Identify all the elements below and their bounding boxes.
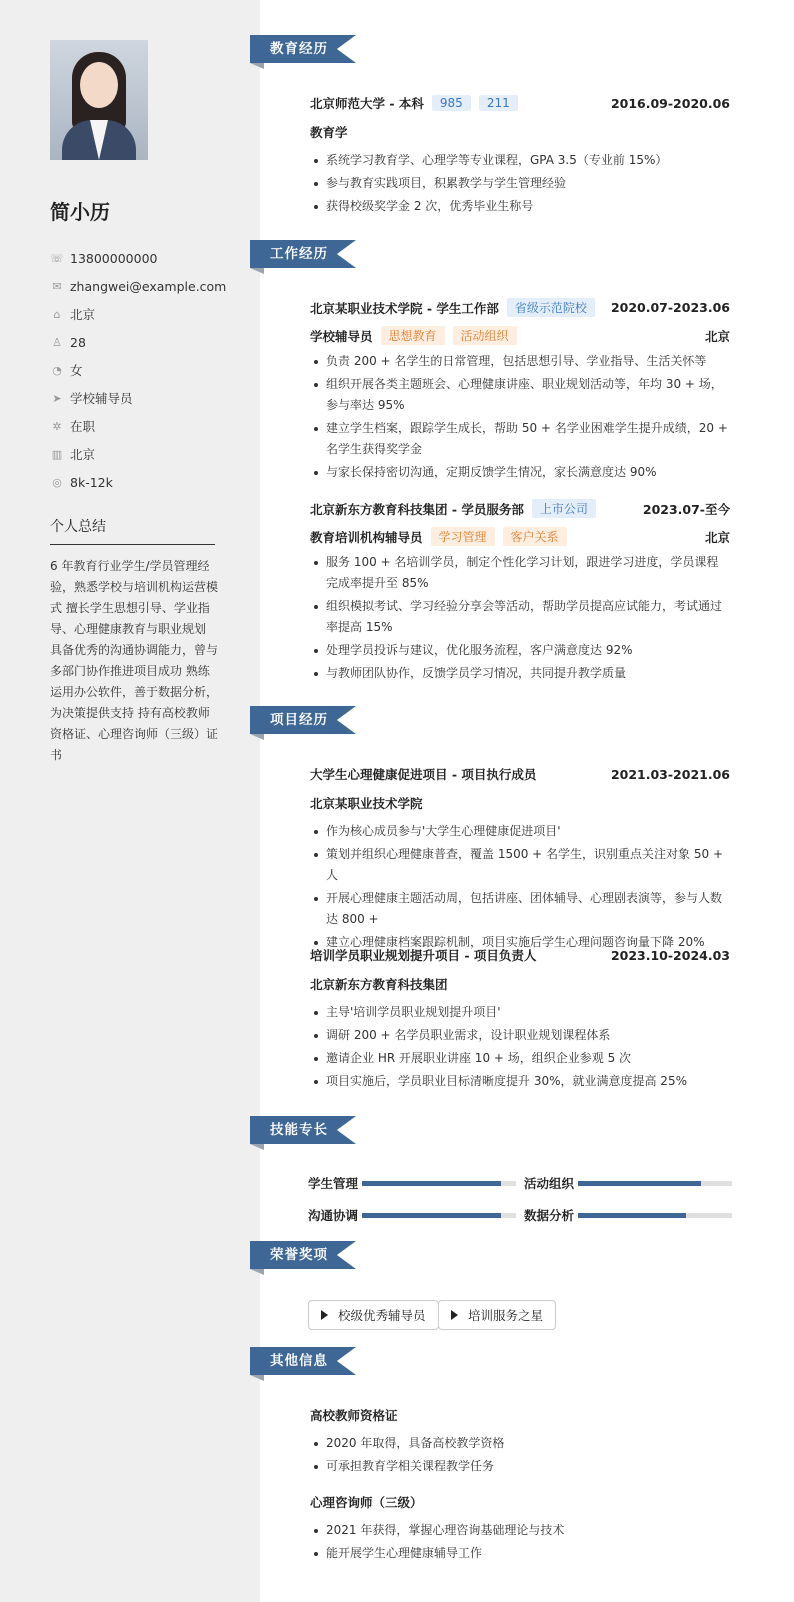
work-entry-header (310, 499, 730, 518)
list-item: 与教师团队协作，反馈学员学习情况，共同提升教学质量 (310, 663, 730, 684)
school-name: 北京师范大学 - 本科 (310, 96, 424, 111)
city: 北京 (704, 529, 730, 545)
section-title: 工作经历 (270, 246, 328, 262)
list-item: 开展心理健康主题活动周，包括讲座、团体辅导、心理剧表演等，参与人数达 800 + (310, 888, 730, 930)
project-org (310, 794, 730, 812)
tag-badge: 985 (432, 95, 471, 111)
project-entry-header (310, 765, 730, 783)
list-item: 建立心理健康档案跟踪机制，项目实施后学生心理问题咨询量下降 20% (310, 932, 730, 953)
info-text: 13800000000 (70, 250, 158, 266)
certificate-name: 高校教师资格证 (310, 1408, 398, 1423)
info-text: 北京 (70, 307, 96, 322)
honor-name: 培训服务之星 (468, 1308, 544, 1323)
section-title: 教育经历 (270, 41, 328, 57)
other-group-title (310, 1493, 730, 1511)
phone-icon: ☏ (50, 251, 64, 265)
building-icon: ▥ (51, 447, 63, 461)
date-range: 2021.03-2021.06 (610, 766, 730, 782)
work-entry-header (310, 298, 730, 317)
section-other-header (250, 1347, 356, 1375)
work-role-row (310, 527, 730, 546)
other-group-title (310, 1406, 730, 1424)
list-item: 处理学员投诉与建议，优化服务流程，客户满意度达 92% (310, 640, 730, 661)
project-bullets (310, 821, 730, 955)
section-work-header (250, 240, 356, 268)
project-name: 大学生心理健康促进项目 - 项目执行成员 (310, 767, 537, 782)
skill-name: 沟通协调 (308, 1208, 359, 1223)
honor-chip (438, 1300, 556, 1330)
list-item: 可承担教育学相关课程教学任务 (310, 1456, 730, 1477)
summary-text: 6 年教育行业学生/学员管理经验，熟悉学校与培训机构运营模式 擅长学生思想引导、学业指导、心理健康教育与职业规划 具备优秀的沟通协调能力，曾与多部门协作推进项目成功 熟练运用办公软件，善于数据分析，为决策提供支持 持有高校教师资格证、心理咨询师（三级）证书 (50, 559, 219, 762)
list-item: 获得校级奖学金 2 次，优秀毕业生称号 (310, 196, 730, 217)
role-name: 教育培训机构辅导员 (310, 529, 423, 545)
date-range: 2020.07-2023.06 (610, 300, 730, 315)
play-icon (321, 1310, 328, 1320)
project-org (310, 975, 730, 993)
home-icon: ⌂ (53, 307, 61, 321)
project-bullets (310, 1002, 730, 1094)
list-item: 邀请企业 HR 开展职业讲座 10 + 场，组织企业参观 5 次 (310, 1048, 730, 1069)
list-item: 策划并组织心理健康普查，覆盖 1500 + 名学生，识别重点关注对象 50 + 人 (310, 844, 730, 886)
status-icon: ✲ (52, 419, 62, 433)
education-entry-header (310, 94, 730, 112)
info-location (50, 300, 226, 328)
project-name: 培训学员职业规划提升项目 - 项目负责人 (310, 948, 537, 963)
honor-chip (308, 1300, 439, 1330)
info-text: 北京 (70, 447, 96, 462)
org-name: 北京某职业技术学院 (310, 796, 423, 811)
list-item: 2020 年取得，具备高校教学资格 (310, 1433, 730, 1454)
org-name: 北京新东方教育科技集团 - 学员服务部 (310, 501, 524, 517)
list-item: 负责 200 + 名学生的日常管理，包括思想引导、学业指导、生活关怀等 (310, 351, 730, 372)
major-name: 教育学 (310, 125, 348, 140)
skill-badge: 学习管理 (431, 527, 495, 546)
other-bullets (310, 1520, 730, 1566)
skill-bar-fill (362, 1213, 501, 1218)
info-text: 在职 (70, 419, 96, 434)
skill-item (524, 1206, 732, 1224)
section-honors-header (250, 1241, 356, 1269)
tag-badge: 211 (479, 95, 518, 111)
list-item: 组织模拟考试、学习经验分享会等活动，帮助学员提高应试能力，考试通过率提高 15% (310, 596, 730, 638)
info-phone (50, 244, 226, 272)
list-item: 与家长保持密切沟通，定期反馈学生情况，家长满意度达 90% (310, 462, 730, 483)
list-item: 调研 200 + 名学员职业需求，设计职业规划课程体系 (310, 1025, 730, 1046)
skill-bar-fill (578, 1213, 686, 1218)
list-item: 2021 年获得，掌握心理咨询基础理论与技术 (310, 1520, 730, 1541)
list-item: 作为核心成员参与'大学生心理健康促进项目' (310, 821, 730, 842)
skill-item (524, 1174, 732, 1192)
list-item: 服务 100 + 名培训学员，制定个性化学习计划，跟进学习进度，学员课程完成率提升至 85% (310, 552, 730, 594)
list-item: 能开展学生心理健康辅导工作 (310, 1543, 730, 1564)
work-bullets (310, 351, 730, 485)
info-age (50, 328, 226, 356)
date-range: 2023.10-2024.03 (610, 947, 730, 963)
date-range: 2016.09-2020.06 (610, 95, 730, 111)
tag-badge: 上市公司 (532, 499, 596, 518)
work-bullets (310, 552, 730, 686)
skill-bar (362, 1181, 516, 1186)
avatar (50, 40, 148, 160)
summary-title: 个人总结 (50, 516, 215, 545)
age-icon: ♙ (52, 335, 62, 349)
certificate-name: 心理咨询师（三级） (310, 1495, 423, 1510)
honor-name: 校级优秀辅导员 (338, 1308, 426, 1323)
info-text: 28 (70, 334, 86, 350)
send-icon: ➤ (52, 391, 62, 405)
list-item: 主导'培训学员职业规划提升项目' (310, 1002, 730, 1023)
other-bullets (310, 1433, 730, 1479)
project-entry-header (310, 946, 730, 964)
skill-bar (578, 1213, 732, 1218)
skill-bar (362, 1213, 516, 1218)
play-icon (451, 1310, 458, 1320)
skill-name: 数据分析 (524, 1208, 575, 1223)
info-text: zhangwei@example.com (70, 278, 227, 294)
org-name: 北京某职业技术学院 - 学生工作部 (310, 300, 499, 316)
education-major (310, 123, 730, 141)
city: 北京 (704, 328, 730, 344)
work-role-row (310, 326, 730, 345)
info-gender (50, 356, 226, 384)
section-title: 其他信息 (270, 1353, 328, 1369)
list-item: 参与教育实践项目，积累教学与学生管理经验 (310, 173, 730, 194)
section-education-header (250, 35, 356, 63)
list-item: 组织开展各类主题班会、心理健康讲座、职业规划活动等，年均 30 + 场，参与率达 95% (310, 374, 730, 416)
skill-bar (578, 1181, 732, 1186)
section-title: 技能专长 (270, 1122, 328, 1138)
mail-icon: ✉ (52, 279, 62, 293)
skill-bar-fill (578, 1181, 701, 1186)
list-item: 建立学生档案，跟踪学生成长，帮助 50 + 名学业困难学生提升成绩，20 + 名学生获得奖学金 (310, 418, 730, 460)
info-salary (50, 468, 226, 496)
skill-item (308, 1174, 516, 1192)
info-text: 女 (70, 363, 83, 378)
info-email (50, 272, 226, 300)
org-name: 北京新东方教育科技集团 (310, 977, 448, 992)
sidebar (0, 0, 260, 1602)
info-target-city (50, 440, 226, 468)
skill-bar-fill (362, 1181, 501, 1186)
info-text: 学校辅导员 (70, 391, 133, 406)
section-title: 项目经历 (270, 712, 328, 728)
role-name: 学校辅导员 (310, 328, 373, 344)
skill-badge: 活动组织 (453, 326, 517, 345)
info-target-position (50, 384, 226, 412)
info-status (50, 412, 226, 440)
gender-icon: ◔ (52, 363, 62, 377)
skill-badge: 思想教育 (381, 326, 445, 345)
section-skills-header (250, 1116, 356, 1144)
section-projects-header (250, 706, 356, 734)
salary-icon: ◎ (52, 475, 62, 489)
education-bullets (310, 150, 730, 219)
skill-badge: 客户关系 (503, 527, 567, 546)
tag-badge: 省级示范院校 (507, 298, 595, 317)
list-item: 项目实施后，学员职业目标清晰度提升 30%，就业满意度提高 25% (310, 1071, 730, 1092)
contact-info-list (50, 244, 226, 496)
skill-name: 活动组织 (524, 1176, 575, 1191)
person-name: 简小历 (50, 200, 110, 224)
skill-item (308, 1206, 516, 1224)
skill-name: 学生管理 (308, 1176, 359, 1191)
section-title: 荣誉奖项 (270, 1247, 328, 1263)
info-text: 8k-12k (70, 474, 113, 490)
date-range: 2023.07-至今 (642, 501, 730, 517)
list-item: 系统学习教育学、心理学等专业课程，GPA 3.5（专业前 15%） (310, 150, 730, 171)
